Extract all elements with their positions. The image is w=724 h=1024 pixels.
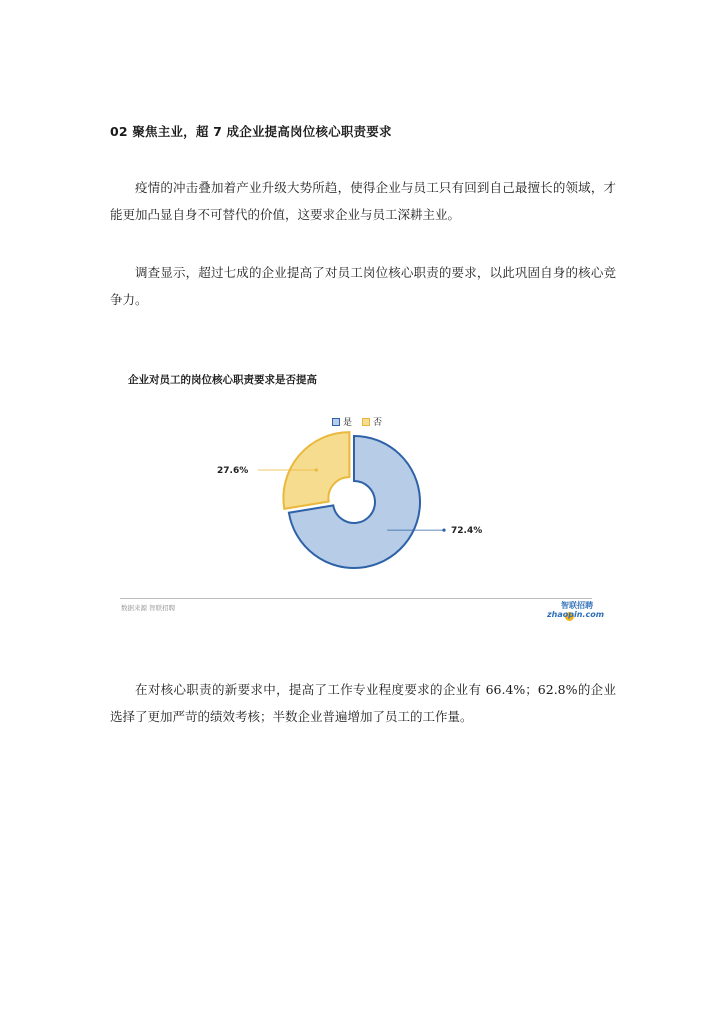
legend-label-yes: 是 xyxy=(343,418,353,428)
legend-label-no: 否 xyxy=(373,418,383,428)
leader-dot-no xyxy=(315,468,318,471)
data-label-yes: 72.4% xyxy=(451,526,483,537)
leader-dot-yes xyxy=(442,529,445,532)
logo-cn-text: 智联招聘 xyxy=(561,601,593,610)
paragraph-2: 调查显示，超过七成的企业提高了对员工岗位核心职责的要求，以此巩固自身的核心竞争力。 xyxy=(110,265,616,307)
paragraph-3: 在对核心职责的新要求中，提高了工作专业程度要求的企业有 66.4%；62.8%的企业选择了更加严苛的绩效考核；半数企业普遍增加了员工的工作量。 xyxy=(110,682,616,724)
source-divider xyxy=(120,598,592,599)
paragraph-1: 疫情的冲击叠加着产业升级大势所趋，使得企业与员工只有回到自己最擅长的领域，才能更加凸显自身不可替代的价值，这要求企业与员工深耕主业。 xyxy=(110,180,616,222)
source-text: 数据来源 智联招聘 xyxy=(121,604,176,612)
logo-en-text: zhaopin.com xyxy=(547,610,605,619)
chart-title: 企业对员工的岗位核心职责要求是否提高 xyxy=(128,374,317,386)
data-label-no: 27.6% xyxy=(217,465,249,476)
section-heading: 02 聚焦主业，超 7 成企业提高岗位核心职责要求 xyxy=(110,124,392,139)
zhaopin-logo xyxy=(547,600,605,622)
